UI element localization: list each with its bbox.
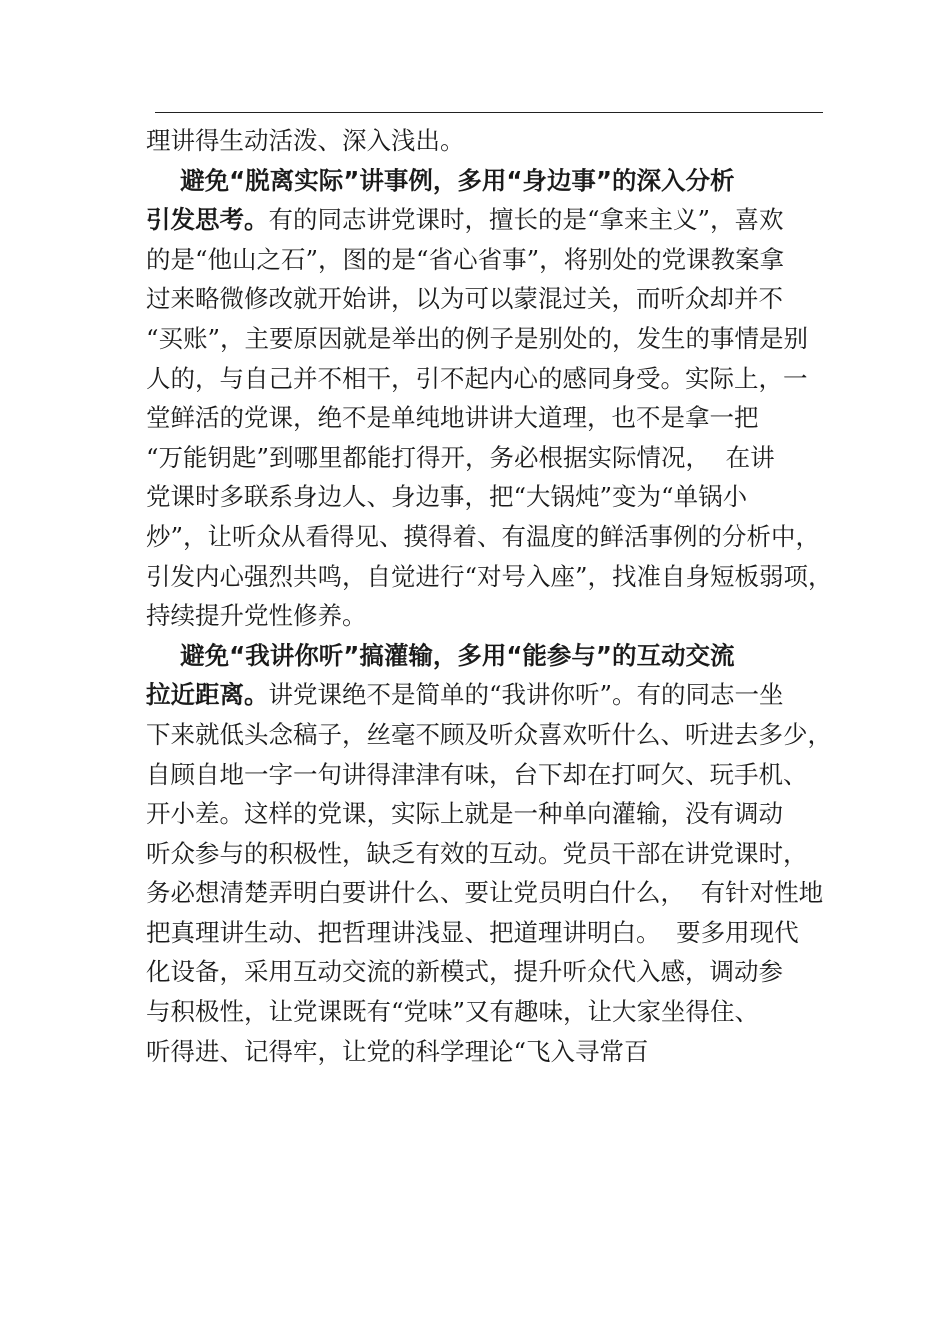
- bold-heading-text: 避免“脱离实际”讲事例，多用“身边事”的深入分析: [146, 165, 735, 195]
- text-line: [146, 636, 830, 676]
- body-text: 的是“他山之石”，图的是“省心省事”，将别处的党课教案拿: [146, 244, 785, 274]
- body-text: 把真理讲生动、把哲理讲浅显、把道理讲明白。 要多用现代: [146, 917, 799, 947]
- text-line: [146, 834, 830, 874]
- text-line: [146, 794, 830, 834]
- body-text: 人的，与自己并不相干，引不起内心的感同身受。实际上，一: [146, 363, 808, 393]
- body-text: 务必想清楚弄明白要讲什么、要让党员明白什么， 有针对性地: [146, 878, 824, 908]
- text-line: [146, 240, 830, 280]
- text-line: [146, 319, 830, 359]
- text-line: [146, 279, 830, 319]
- body-text: 有的同志讲党课时，擅长的是“拿来主义”，喜欢: [268, 205, 784, 235]
- body-text: 讲党课绝不是简单的“我讲你听”。有的同志一坐: [268, 680, 784, 710]
- text-line: [146, 873, 830, 913]
- body-text: “万能钥匙”到哪里都能打得开，务必根据实际情况， 在讲: [146, 442, 775, 472]
- body-text: 化设备，采用互动交流的新模式，提升听众代入感，调动参: [146, 957, 783, 987]
- text-line: [146, 200, 830, 240]
- text-line: [146, 913, 830, 953]
- text-line: [146, 161, 830, 201]
- bold-heading-text: 引发思考。: [146, 205, 269, 235]
- body-text: 炒”，让听众从看得见、摸得着、有温度的鲜活事例的分析中，: [146, 521, 821, 551]
- text-line: [146, 517, 830, 557]
- text-line: [146, 477, 830, 517]
- body-text: 开小差。这样的党课，实际上就是一种单向灌输，没有调动: [146, 799, 783, 829]
- body-text: 与积极性，让党课既有“党味”又有趣味，让大家坐得住、: [146, 997, 760, 1027]
- body-text: 自顾自地一字一句讲得津津有味，台下却在打呵欠、玩手机、: [146, 759, 808, 789]
- body-text: 引发内心强烈共鸣，自觉进行“对号入座”，找准自身短板弱项，: [146, 561, 833, 591]
- document-body: [146, 121, 833, 1071]
- body-text: 党课时多联系身边人、身边事，把“大锅炖”变为“单锅小: [146, 482, 748, 512]
- text-line: [146, 121, 830, 161]
- text-line: [146, 398, 830, 438]
- body-text: 听众参与的积极性，缺乏有效的互动。党员干部在讲党课时，: [146, 838, 808, 868]
- text-line: [146, 952, 830, 992]
- body-text: 理讲得生动活泼、深入浅出。: [146, 126, 465, 155]
- text-line: [146, 438, 830, 478]
- bold-heading-text: 拉近距离。: [146, 680, 269, 710]
- text-line: [146, 596, 830, 636]
- header-rule: [155, 112, 823, 113]
- body-text: “买账”，主要原因就是举出的例子是别处的，发生的事情是别: [146, 323, 809, 353]
- body-text: 过来略微修改就开始讲，以为可以蒙混过关，而听众却并不: [146, 284, 783, 314]
- text-line: [146, 675, 830, 715]
- body-text: 持续提升党性修养。: [146, 601, 367, 631]
- text-line: [146, 359, 830, 399]
- text-line: [146, 992, 830, 1032]
- bold-heading-text: 避免“我讲你听”搞灌输，多用“能参与”的互动交流: [146, 640, 735, 670]
- body-text: 听得进、记得牢，让党的科学理论“飞入寻常百: [146, 1036, 649, 1066]
- body-text: 下来就低头念稿子，丝毫不顾及听众喜欢听什么、听进去多少，: [146, 719, 832, 749]
- body-text: 堂鲜活的党课，绝不是单纯地讲讲大道理，也不是拿一把: [146, 403, 759, 433]
- text-line: [146, 557, 833, 597]
- text-line: [146, 755, 830, 795]
- text-line: [146, 715, 830, 755]
- text-line: [146, 1032, 830, 1072]
